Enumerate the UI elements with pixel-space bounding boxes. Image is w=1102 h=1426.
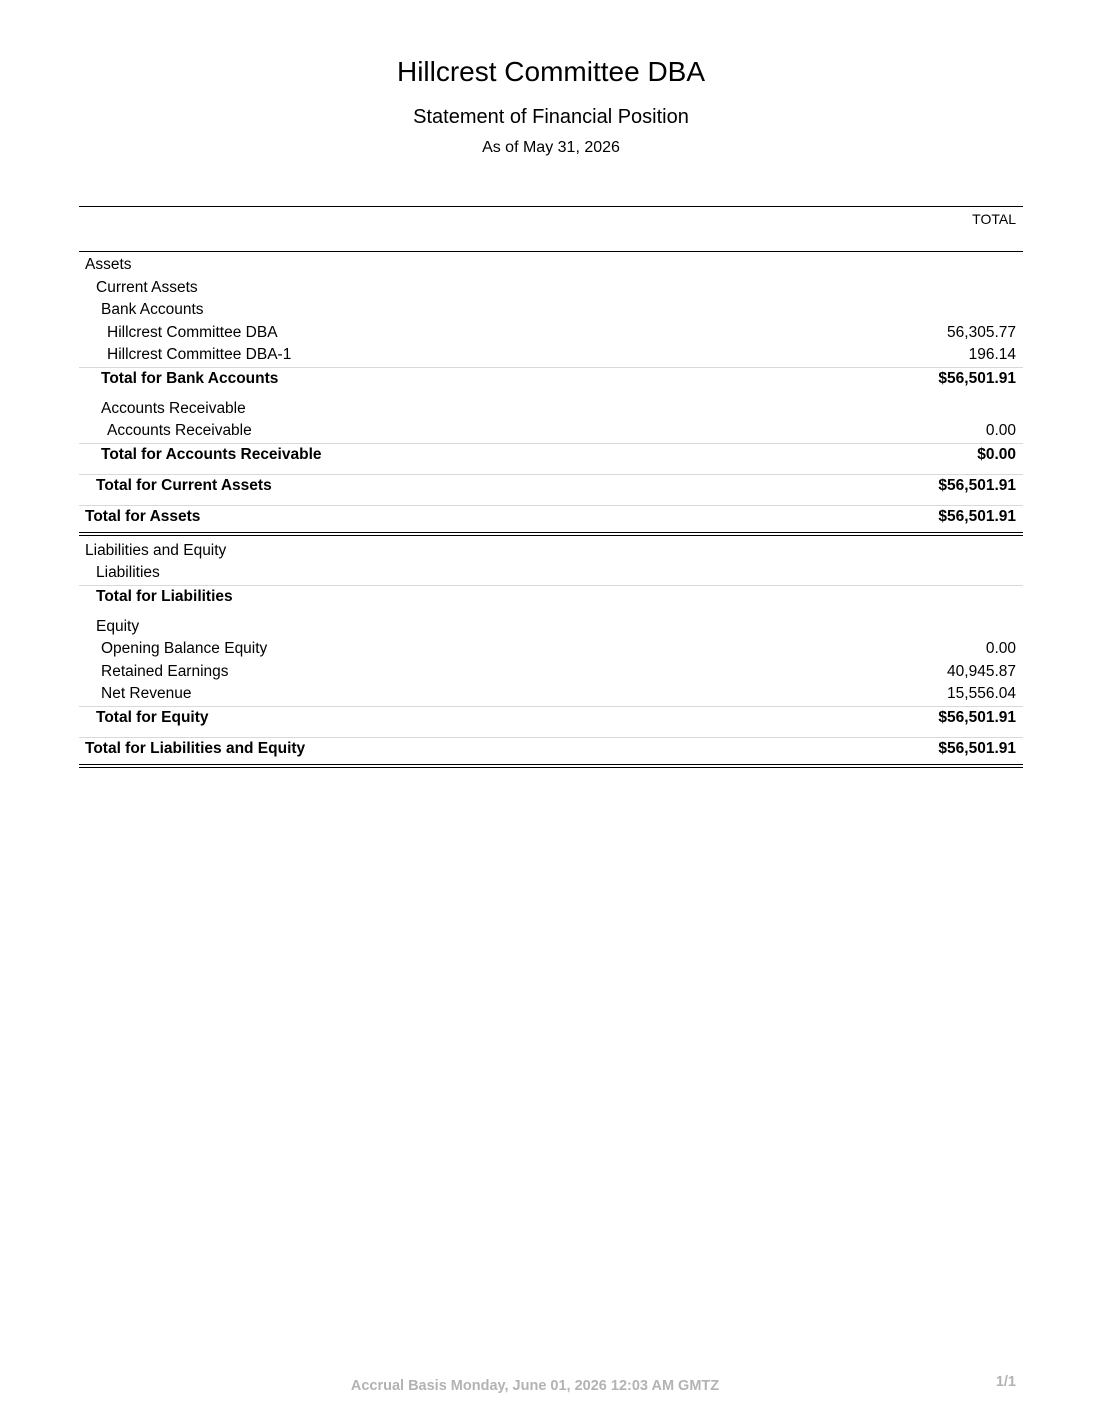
row-label: Current Assets [96,278,198,296]
financial-table [79,206,1023,772]
section-row [79,540,1023,563]
row-label: Retained Earnings [101,662,229,680]
row-label: Total for Equity [96,708,209,726]
total-row [79,585,1023,611]
row-label: Assets [85,256,132,273]
row-amount: 0.00 [985,422,1016,439]
row-amount: 196.14 [968,346,1016,363]
row-label: Accounts Receivable [101,399,246,417]
report-date: As of May 31, 2026 [482,139,620,156]
table-row [79,638,1023,661]
row-label: Net Revenue [101,685,192,702]
footer-basis: Accrual Basis Monday, June 01, 2026 12:03 AM GMTZ [350,1378,720,1394]
row-amount: $0.00 [977,445,1016,463]
row-label: Liabilities [96,564,160,581]
page-number: 1/1 [995,1374,1016,1390]
row-label: Accounts Receivable [107,422,252,439]
row-amount: 0.00 [985,640,1016,657]
row-label: Bank Accounts [101,301,204,318]
row-label: Total for Bank Accounts [101,369,279,387]
row-amount: 56,305.77 [947,323,1016,341]
row-label: Total for Assets [85,507,201,525]
row-amount: $56,501.91 [938,369,1016,387]
table-row [79,322,1023,345]
table-row [79,420,1023,443]
section-row [79,616,1023,639]
row-amount: 40,945.87 [947,662,1016,680]
total-row [79,474,1023,500]
section-row [79,277,1023,300]
row-amount: $56,501.91 [938,507,1016,525]
row-label: Total for Liabilities and Equity [85,739,306,757]
column-header-row [79,206,1023,252]
row-label: Liabilities and Equity [85,541,227,559]
row-label: Total for Accounts Receivable [101,445,322,463]
report-title: Statement of Financial Position [413,106,689,128]
total-row [79,367,1023,393]
row-label: Opening Balance Equity [101,640,268,657]
column-header-total: TOTAL [972,211,1016,227]
table-body [79,252,1023,768]
row-label: Total for Liabilities [96,587,233,605]
table-row [79,683,1023,706]
section-row [79,299,1023,322]
section-row [79,254,1023,277]
row-label: Total for Current Assets [96,476,272,494]
total-row [79,443,1023,469]
total-row [79,706,1023,732]
row-amount: 15,556.04 [947,685,1016,702]
total-row [79,737,1023,768]
row-label: Equity [96,617,140,635]
row-label: Hillcrest Committee DBA [107,323,278,341]
row-label: Hillcrest Committee DBA-1 [107,346,292,363]
row-amount: $56,501.91 [938,708,1016,726]
total-row [79,505,1023,536]
company-name: Hillcrest Committee DBA [396,56,706,87]
section-row [79,398,1023,421]
section-row [79,562,1023,585]
table-row [79,344,1023,367]
table-row [79,661,1023,684]
row-amount: $56,501.91 [938,739,1016,757]
row-amount: $56,501.91 [938,476,1016,494]
